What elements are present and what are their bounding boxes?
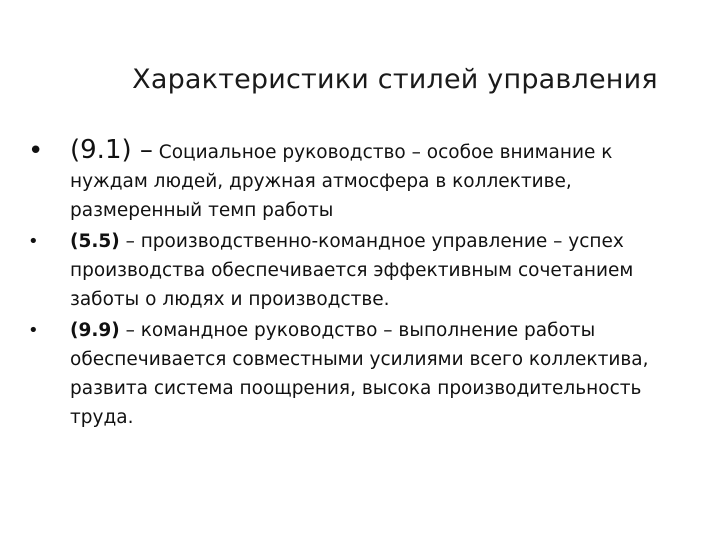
bullet-text: – командное руководство – выполнение работы bbox=[125, 320, 596, 341]
bullet-dot-icon: • bbox=[28, 136, 44, 166]
bullet-item-9-1 bbox=[28, 136, 688, 225]
slide-body bbox=[28, 136, 688, 432]
bullet-item-5-5 bbox=[28, 227, 688, 314]
bullet-line bbox=[70, 227, 688, 256]
bullet-dot-icon: • bbox=[28, 231, 39, 252]
slide-title: Характеристики стилей управления bbox=[132, 64, 658, 95]
bullet-dot-icon: • bbox=[28, 320, 39, 341]
bullet-item-9-9 bbox=[28, 316, 688, 432]
bullet-text: Социальное руководство – особое внимание к bbox=[158, 142, 613, 163]
bullet-code: (5.5) bbox=[70, 231, 120, 252]
bullet-line bbox=[70, 136, 688, 167]
bullet-code: (9.1) – bbox=[70, 135, 153, 165]
bullet-line: нуждам людей, дружная атмосфера в коллективе, bbox=[70, 171, 572, 192]
bullet-line bbox=[70, 316, 688, 345]
bullet-line: заботы о людях и производстве. bbox=[70, 289, 390, 310]
bullet-text: – производственно-командное управление – успех bbox=[125, 231, 624, 252]
bullet-line: труда. bbox=[70, 407, 134, 428]
bullet-line: размеренный темп работы bbox=[70, 200, 334, 221]
bullet-code: (9.9) bbox=[70, 320, 120, 341]
bullet-line: обеспечивается совместными усилиями всего коллектива, bbox=[70, 349, 649, 370]
bullet-line: производства обеспечивается эффективным сочетанием bbox=[70, 260, 634, 281]
bullet-line: развита система поощрения, высока производительность bbox=[70, 378, 642, 399]
